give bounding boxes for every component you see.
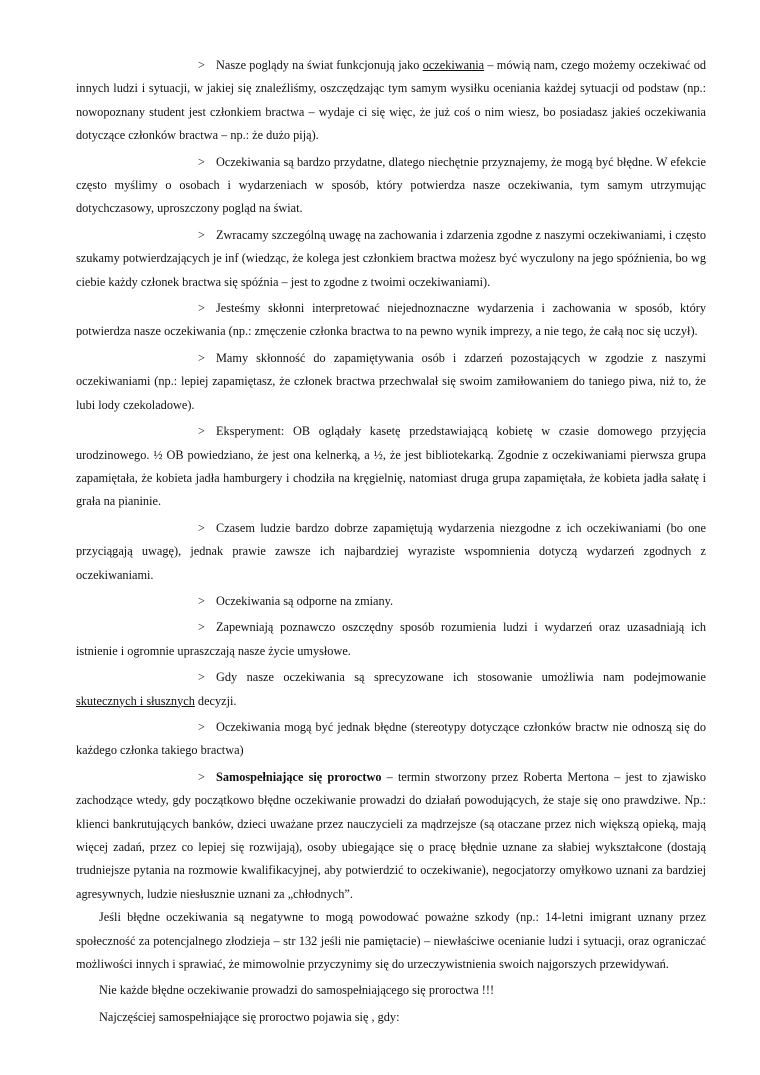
bullet-arrow: > [198,350,205,365]
bullet-item: > Gdy nasze oczekiwania są sprecyzowane ich stosowanie umożliwia nam podejmowanie skutecznych i słusznych decyzji. [76,666,706,713]
bullet-arrow: > [198,670,205,685]
bullet-item: > Eksperyment: OB oglądały kasetę przedstawiającą kobietę w czasie domowego przyjęcia urodzinowego. ½ OB powiedziano, że jest ona kelnerką, a ½, że jest bibliotekarką. Zgodnie z oczekiwaniami pierwsza grupa zapamiętała, że kobieta jadła hamburgery i chodziła na kręgielnię, natomiast druga grupa zapamiętała, że kobieta jadła sałatę i grała na pianinie. [76,420,706,514]
bullet-item: > Jesteśmy skłonni interpretować niejednoznaczne wydarzenia i zachowania w sposób, który potwierdza nasze oczekiwania (np.: zmęczenie członka bractwa to na pewno wynik imprezy, a nie tego, że całą noc się uczył). [76,297,706,344]
bullet-arrow: > [198,424,205,439]
bullet-item: > Czasem ludzie bardzo dobrze zapamiętują wydarzenia niezgodne z ich oczekiwaniami (bo one przyciągają uwagę), jednak prawie zawsze ich najbardziej wyraziste wspomnienia dotyczą wydarzeń zgodnych z oczekiwaniami. [76,517,706,587]
bullet-item: > Nasze poglądy na świat funkcjonują jako oczekiwania – mówią nam, czego możemy oczekiwać od innych ludzi i sytuacji, w jakiej się znaleźliśmy, oszczędzając tym samym wysiłku oceniania każdej sytuacji od podstaw (np.: nowopoznany student jest członkiem bractwa – wydaje ci się więc, że już coś o nim wiesz, bo posiadasz jakieś oczekiwania dotyczące członków bractwa – np.: że dużo piją). [76,54,706,148]
bullet-item: > Samospełniające się proroctwo – termin stworzony przez Roberta Mertona – jest to zjawisko zachodzące wtedy, gdy początkowo błędne oczekiwanie prowadzi do działań powodujących, że staje się ono prawdziwe. Np.: klienci bankrutujących banków, dzieci uważane przez nauczycieli za mądrzejsze (są otaczane przez nich większą opieką, mają więcej zadań, przez co lepiej się rozwijają), osoby ubiegające się o pracę błędnie uznane za słabiej wykształcone (dostają trudniejsze pytania na rozmowie kwalifikacyjnej, aby potwierdzić to oczekiwanie), negocjatorzy omyłkowo uznani za bardziej agresywnych, ludzie niesłusznie uznani za „chłodnych”. [76,766,706,906]
bullet-arrow: > [198,593,205,608]
bullet-arrow: > [198,719,205,734]
bullet-arrow: > [198,520,205,535]
bullet-item: > Mamy skłonność do zapamiętywania osób i zdarzeń pozostających w zgodzie z naszymi oczekiwaniami (np.: lepiej zapamiętasz, że członek bractwa przechwalał się swoim zamiłowaniem do taniego piwa, niż to, że lubi lody czekoladowe). [76,347,706,417]
bullet-item: > Oczekiwania są bardzo przydatne, dlatego niechętnie przyznajemy, że mogą być błędne. W efekcie często myślimy o osobach i wydarzeniach w sposób, który potwierdza nasze oczekiwania, tym samym utrzymując dotychczasowy, uproszczony pogląd na świat. [76,151,706,221]
paragraph: Jeśli błędne oczekiwania są negatywne to mogą powodować poważne szkody (np.: 14-letni imigrant uznany przez społeczność za potencjalnego złodzieja – str 132 jeśli nie pamiętacie) – niewłaściwe ocenianie ludzi i sytuacji, oraz ograniczać możliwości innych i sprawiać, że mimowolnie przyczynimy się do urzeczywistnienia swoich najgorszych przewidywań. [76,910,706,972]
bullet-arrow: > [198,154,205,169]
underlined-term: oczekiwania [422,58,485,72]
underlined-term: skutecznych i słusznych [76,693,195,708]
bold-term: Samospełniające się proroctwo [216,769,382,784]
bullet-arrow: > [198,620,205,635]
bullet-arrow: > [198,58,205,72]
bullet-arrow: > [198,301,205,316]
paragraph: Najczęściej samospełniające się proroctwo pojawia się , gdy: [99,1009,400,1024]
bullet-arrow: > [198,227,205,242]
bullet-item: > Oczekiwania są odporne na zmiany. [76,590,706,613]
bullet-item: > Zapewniają poznawczo oszczędny sposób rozumienia ludzi i wydarzeń oraz uzasadniają ich istnienie i ogromnie upraszczają nasze życie umysłowe. [76,616,706,663]
document-body [76,54,706,1029]
bullet-item: > Zwracamy szczególną uwagę na zachowania i zdarzenia zgodne z naszymi oczekiwaniami, i często szukamy potwierdzających je inf (wiedząc, że kolega jest członkiem bractwa możesz być wyczulony na jego spóźnienia, bo wg ciebie każdy członek bractwa się spóźnia – jest to zgodne z twoimi oczekiwaniami). [76,224,706,294]
bullet-item: > Oczekiwania mogą być jednak błędne (stereotypy dotyczące członków bractw nie odnoszą się do każdego członka takiego bractwa) [76,716,706,763]
paragraph: Nie każde błędne oczekiwanie prowadzi do samospełniającego się proroctwa !!! [99,983,495,998]
bullet-arrow: > [198,769,205,784]
